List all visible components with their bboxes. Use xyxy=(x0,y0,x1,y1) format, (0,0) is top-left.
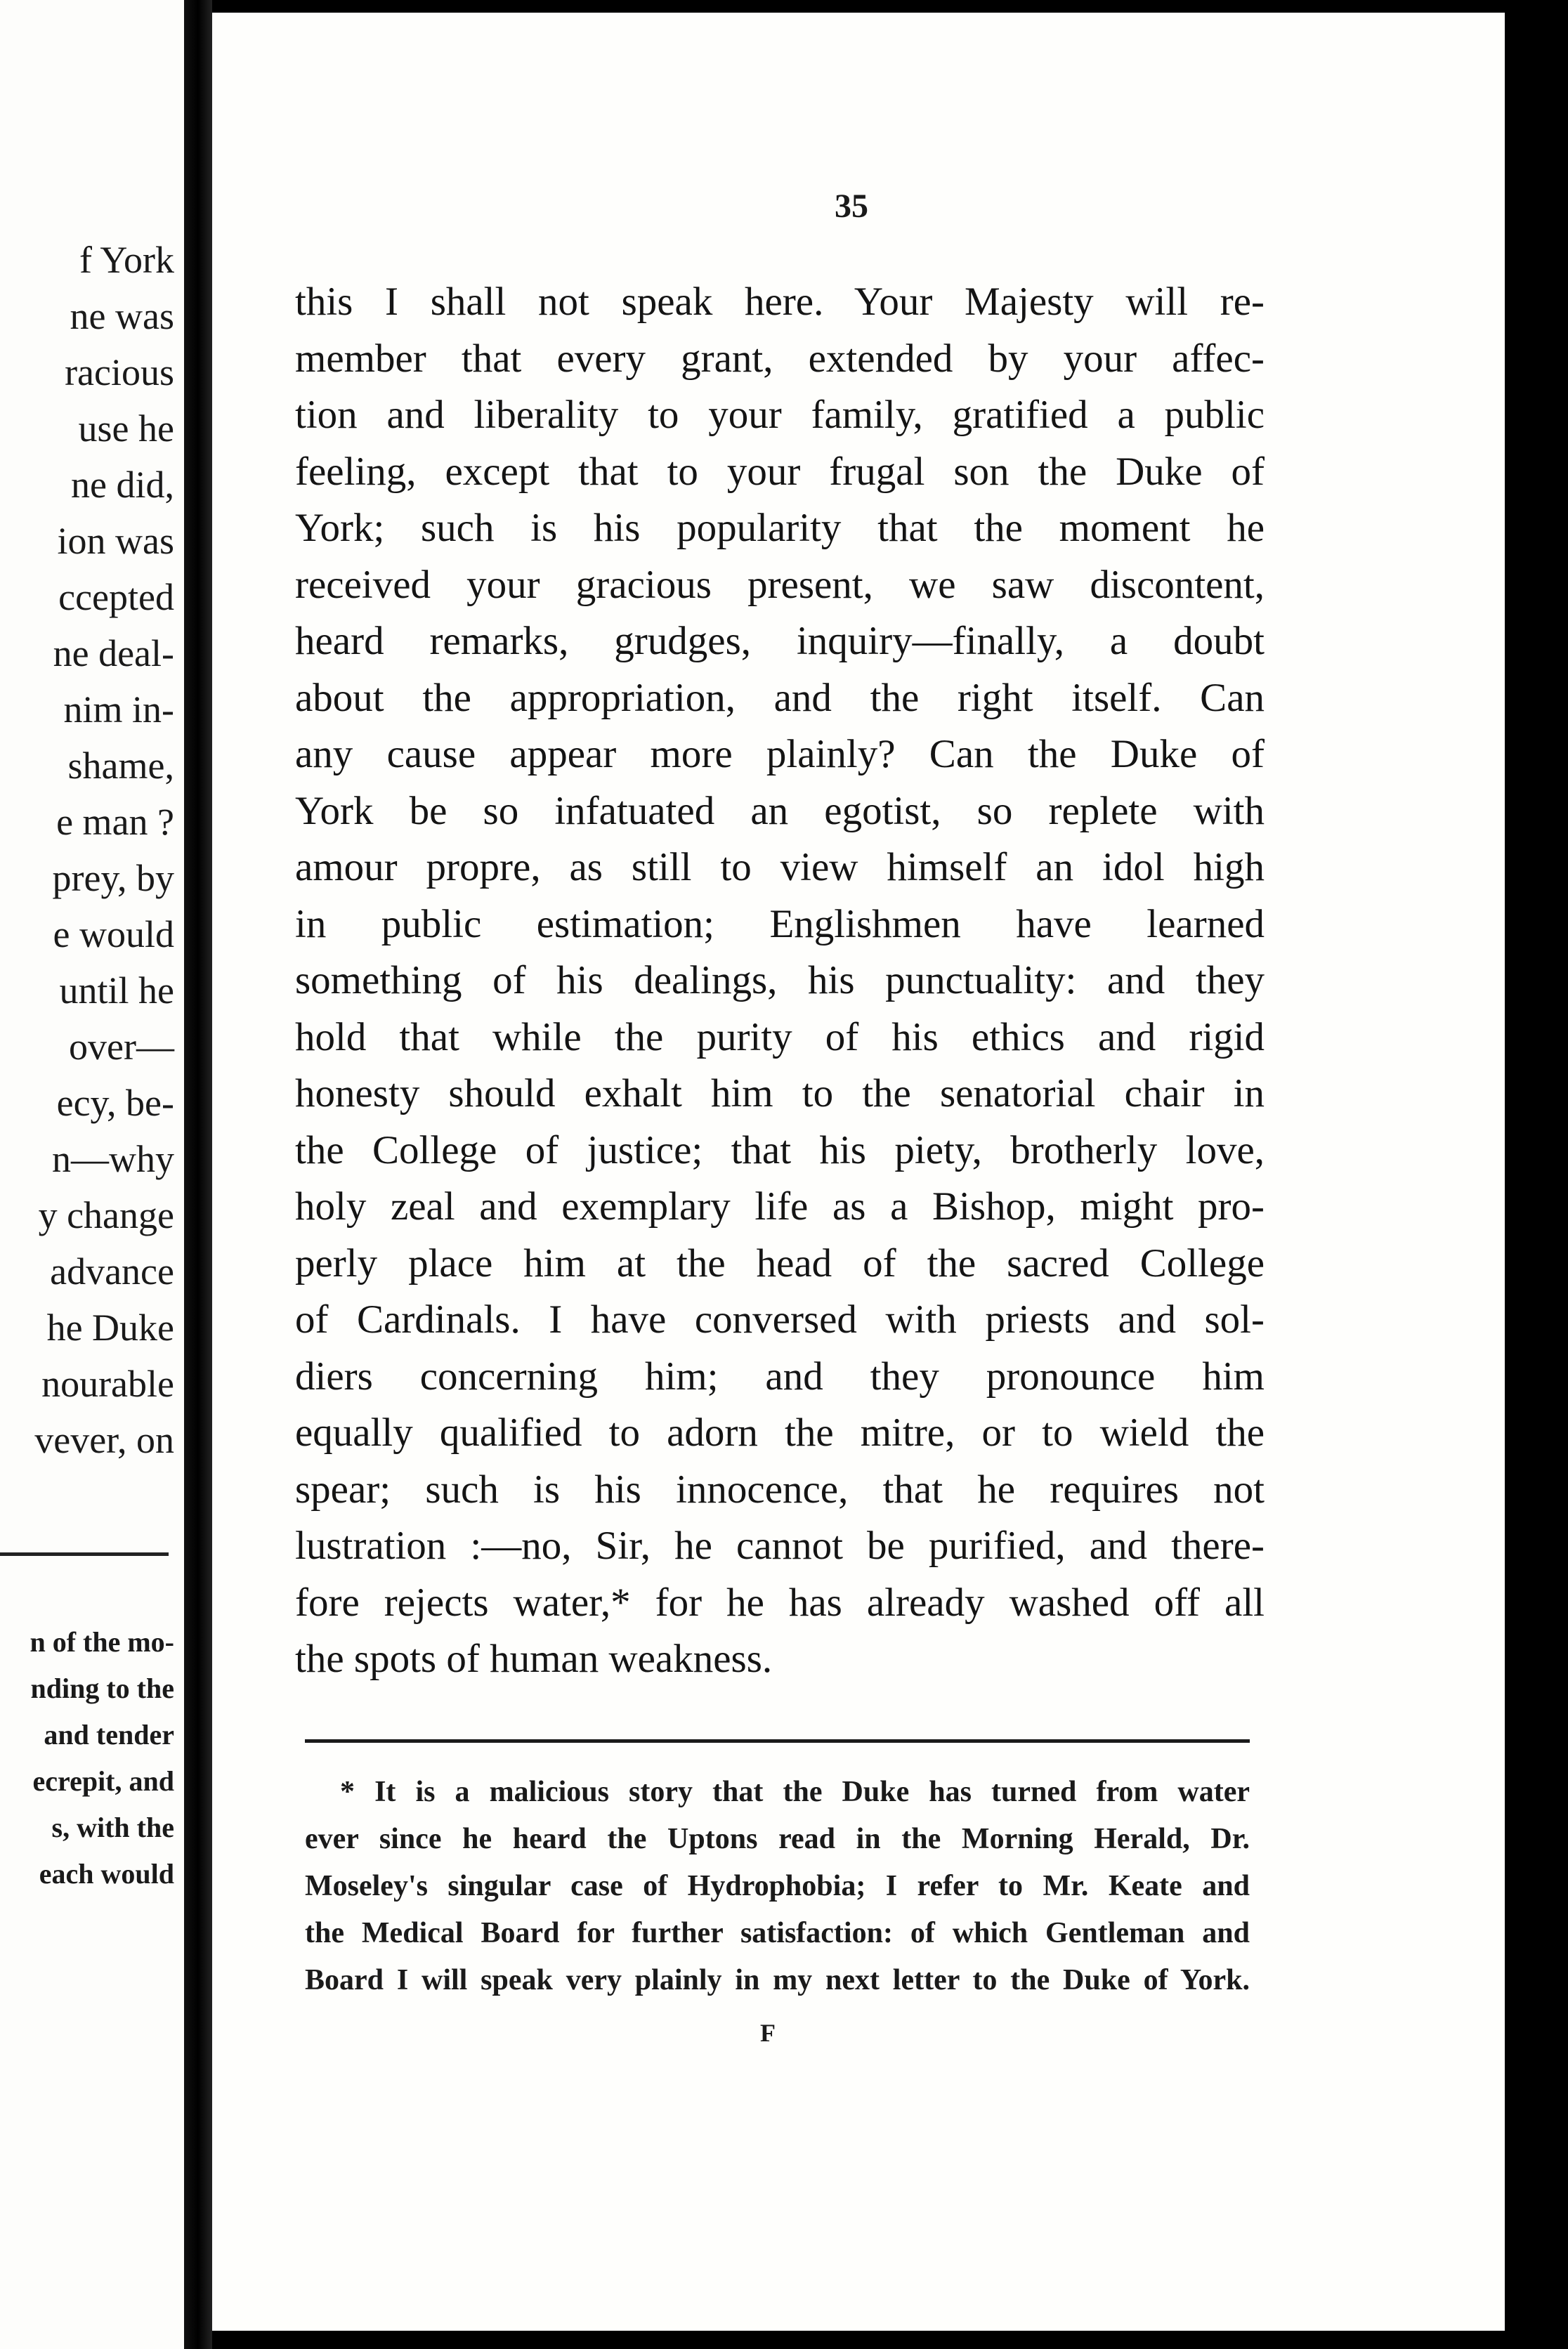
scan-right-edge xyxy=(1505,0,1568,2349)
body-line: the College of justice; that his piety, brotherly love, xyxy=(295,1127,1265,1172)
facing-line: vever, on xyxy=(34,1419,174,1461)
body-line: diers concerning him; and they pronounce him xyxy=(295,1354,1265,1399)
body-line: York; such is his popularity that the moment he xyxy=(295,506,1265,550)
facing-line: shame, xyxy=(67,745,174,787)
body-line: honesty should exhalt him to the senatorial chair in xyxy=(295,1071,1265,1115)
facing-line: nim in- xyxy=(63,688,174,731)
body-line: about the appropriation, and the right itself. Can xyxy=(295,675,1265,720)
book-gutter xyxy=(184,0,212,2349)
facing-line: use he xyxy=(78,407,174,450)
facing-line: ecy, be- xyxy=(56,1082,174,1124)
body-line: hold that while the purity of his ethics and rigid xyxy=(295,1014,1265,1059)
facing-note-line: nding to the xyxy=(30,1673,174,1704)
facing-line: ne was xyxy=(70,295,174,337)
footnote-rule xyxy=(305,1739,1250,1743)
body-line: received your gracious present, we saw discontent, xyxy=(295,562,1265,607)
body-line: amour propre, as still to view himself an idol high xyxy=(295,845,1265,889)
body-line: fore rejects water,* for he has already washed off all xyxy=(295,1580,1265,1625)
footnote-line: * It is a malicious story that the Duke has turned from water xyxy=(340,1776,1250,1808)
facing-note-line: ecrepit, and xyxy=(32,1765,174,1797)
body-line: in public estimation; Englishmen have learned xyxy=(295,901,1265,946)
facing-page-left xyxy=(0,0,184,2349)
footnote-line: Moseley's singular case of Hydrophobia; I refer to Mr. Keate and xyxy=(305,1870,1250,1902)
facing-page-text xyxy=(34,232,174,1468)
body-line: something of his dealings, his punctuality: and they xyxy=(295,958,1265,1002)
facing-line: until he xyxy=(59,969,174,1012)
body-line: York be so infatuated an egotist, so replete with xyxy=(295,788,1265,833)
footnote-line: Board I will speak very plainly in my next letter to the Duke of York. xyxy=(305,1964,1250,1996)
body-line: perly place him at the head of the sacred College xyxy=(295,1241,1265,1285)
facing-line: f York xyxy=(79,239,174,281)
footnote-line: ever since he heard the Uptons read in the Morning Herald, Dr. xyxy=(305,1823,1250,1855)
body-line: lustration :—no, Sir, he cannot be purified, and there- xyxy=(295,1524,1265,1568)
body-line: the spots of human weakness. xyxy=(295,1637,773,1681)
facing-line: ccepted xyxy=(58,576,174,618)
body-line: equally qualified to adorn the mitre, or to wield the xyxy=(295,1411,1265,1455)
page-number: 35 xyxy=(835,188,868,225)
facing-line: e man ? xyxy=(56,801,174,843)
facing-footnote-rule xyxy=(0,1552,169,1556)
body-line: any cause appear more plainly? Can the Duke of xyxy=(295,732,1265,776)
body-line: feeling, except that to your frugal son the Duke of xyxy=(295,449,1265,494)
facing-note-line: n of the mo- xyxy=(30,1626,174,1658)
body-line: tion and liberality to your family, gratified a public xyxy=(295,393,1265,437)
facing-footnote-text xyxy=(30,1619,174,1897)
facing-note-line: s, with the xyxy=(51,1812,174,1843)
facing-line: advance xyxy=(50,1250,174,1293)
body-line: of Cardinals. I have conversed with priests and sol- xyxy=(295,1297,1265,1342)
footnote xyxy=(305,1769,1250,2004)
signature-mark: F xyxy=(760,2019,776,2047)
facing-line: racious xyxy=(65,351,174,393)
facing-line: ne deal- xyxy=(53,632,174,674)
body-line: this I shall not speak here. Your Majesty will re- xyxy=(295,280,1265,324)
body-line: spear; such is his innocence, that he requires not xyxy=(295,1467,1265,1512)
facing-note-line: and tender xyxy=(44,1719,174,1751)
body-line: member that every grant, extended by your affec- xyxy=(295,336,1265,381)
facing-line: y change xyxy=(38,1194,174,1236)
body-line: holy zeal and exemplary life as a Bishop, might pro- xyxy=(295,1184,1265,1229)
facing-line: over— xyxy=(69,1026,174,1068)
facing-line: ne did, xyxy=(71,464,174,506)
page-35 xyxy=(212,13,1505,2331)
body-text xyxy=(295,274,1265,1688)
body-line: heard remarks, grudges, inquiry—finally, a doubt xyxy=(295,619,1265,663)
facing-line: e would xyxy=(53,913,174,955)
facing-line: n—why xyxy=(52,1138,174,1180)
facing-line: nourable xyxy=(41,1363,174,1405)
facing-line: he Duke xyxy=(46,1307,174,1349)
facing-line: ion was xyxy=(57,520,174,562)
footnote-line: the Medical Board for further satisfaction: of which Gentleman and xyxy=(305,1917,1250,1949)
facing-note-line: each would xyxy=(39,1858,174,1890)
facing-line: prey, by xyxy=(52,857,174,899)
